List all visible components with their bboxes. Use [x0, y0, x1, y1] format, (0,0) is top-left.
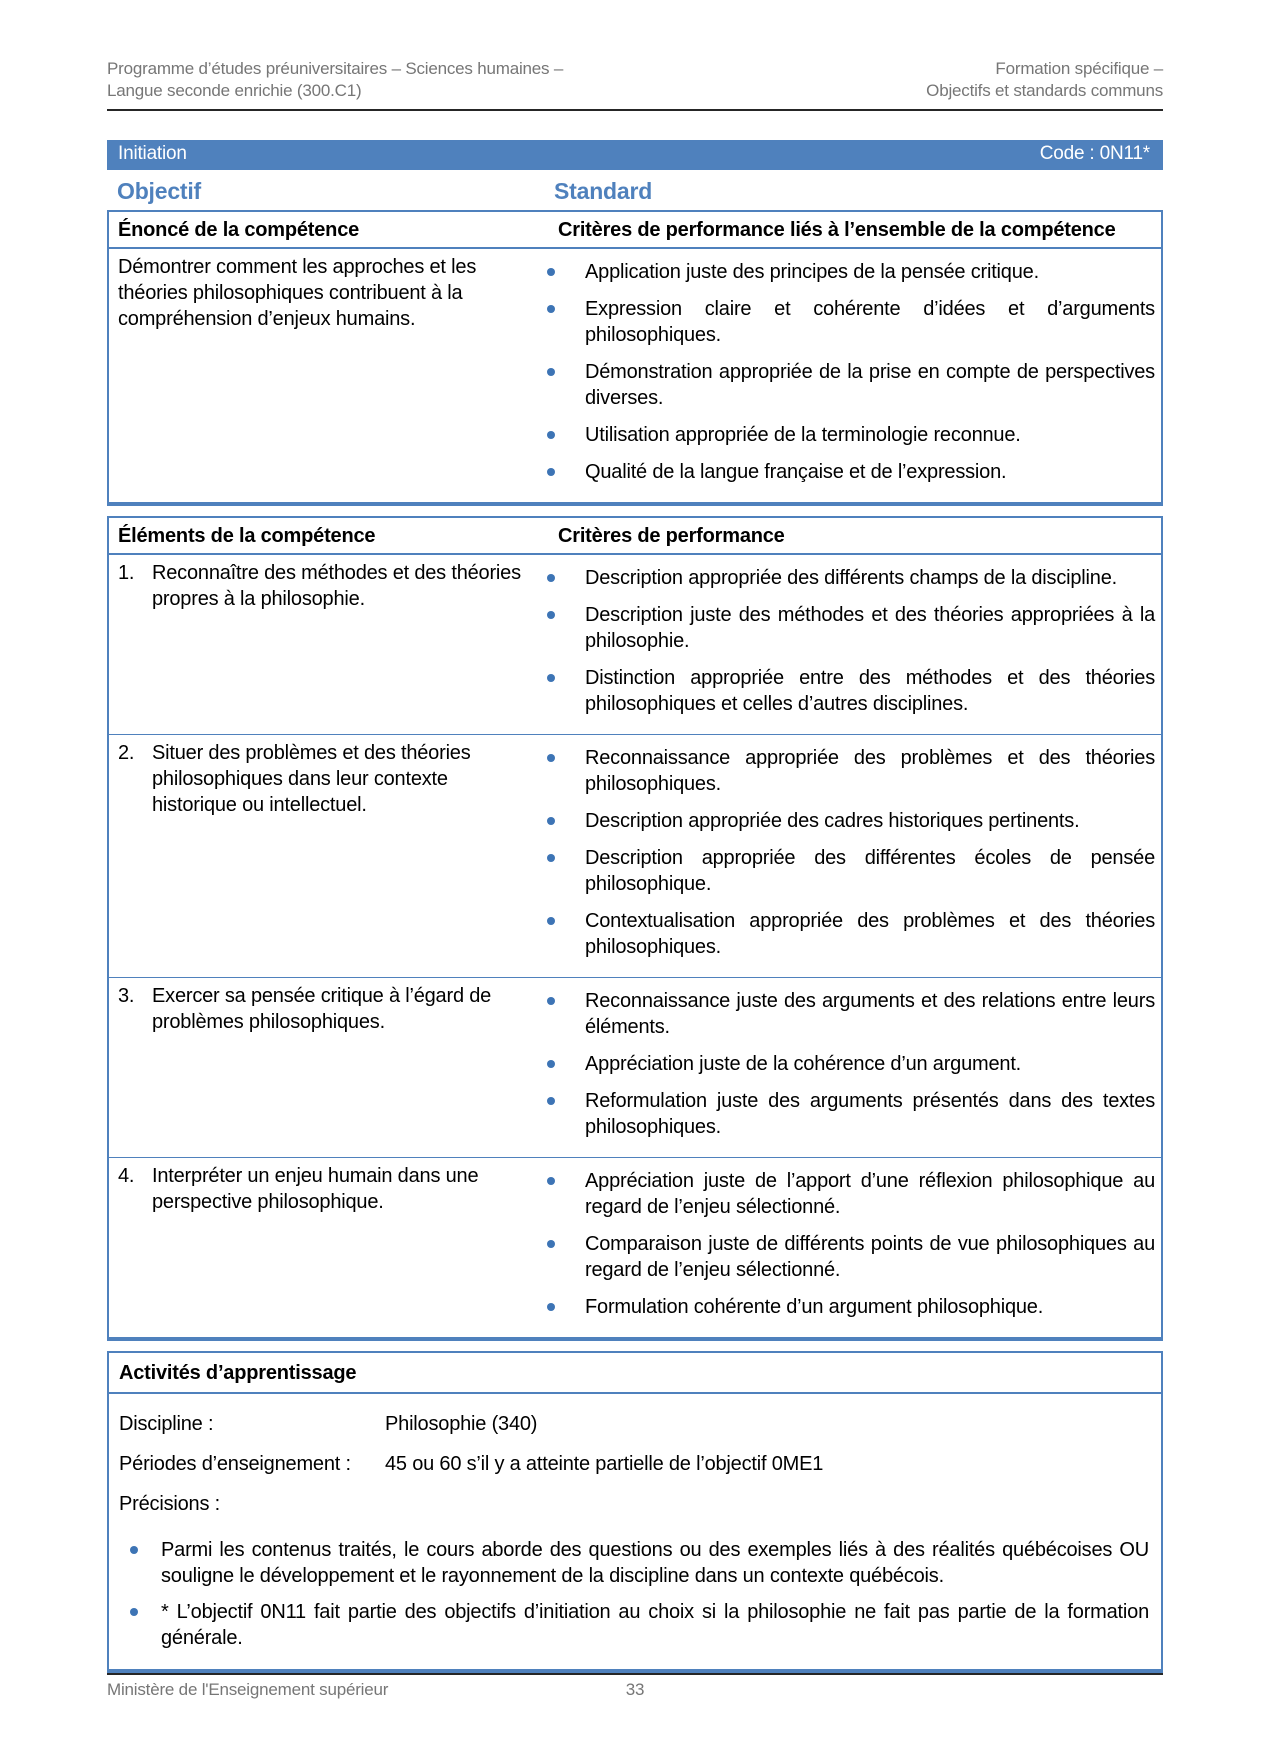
- elements-table: [107, 516, 1163, 1341]
- element-text: Situer des problèmes et des théories philosophiques dans leur contexte historique ou intellectuel.: [152, 742, 471, 816]
- criterion-item: Distinction appropriée entre des méthodes et des théories philosophiques et celles d’autres disciplines.: [538, 665, 1155, 717]
- element-number: 1.: [118, 562, 135, 584]
- precision-note: * L’objectif 0N11 fait partie des objectifs d’initiation au choix si la philosophie ne fait pas partie de la formation générale.: [119, 1599, 1149, 1651]
- competence-table-header: [109, 212, 1161, 249]
- objective-banner: [107, 140, 1163, 170]
- discipline-field: [119, 1411, 1149, 1437]
- criterion-item: Application juste des principes de la pensée critique.: [538, 259, 1155, 285]
- criterion-item: Contextualisation appropriée des problèmes et des théories philosophiques.: [538, 908, 1155, 960]
- competence-row: [109, 249, 1161, 502]
- criterion-item: Reconnaissance appropriée des problèmes et des théories philosophiques.: [538, 745, 1155, 797]
- precisions-label: Précisions :: [119, 1493, 220, 1515]
- standard-heading: Standard: [554, 178, 653, 204]
- criterion-item: Démonstration appropriée de la prise en compte de perspectives diverses.: [538, 359, 1155, 411]
- criterion-item: Appréciation juste de l’apport d’une réflexion philosophique au regard de l’enjeu sélectionné.: [538, 1168, 1155, 1220]
- elements-table-header: [109, 518, 1161, 555]
- section-title-line2: Objectifs et standards communs: [926, 81, 1163, 100]
- element-number: 2.: [118, 742, 135, 764]
- criterion-item: Formulation cohérente d’un argument philosophique.: [538, 1294, 1155, 1320]
- criterion-item: Reconnaissance juste des arguments et des relations entre leurs éléments.: [538, 988, 1155, 1040]
- running-header: [107, 58, 1163, 102]
- enonce-header: Énoncé de la compétence: [118, 219, 360, 241]
- discipline-label: Discipline :: [119, 1413, 214, 1435]
- criterion-item: Comparaison juste de différents points de vue philosophiques au regard de l’enjeu sélectionné.: [538, 1231, 1155, 1283]
- activities-box: [107, 1351, 1163, 1673]
- section-title-line1: Formation spécifique –: [995, 59, 1163, 78]
- running-header-right: [926, 58, 1163, 102]
- precisions-field: [119, 1491, 1149, 1517]
- criterion-item: Description juste des méthodes et des théories appropriées à la philosophie.: [538, 602, 1155, 654]
- element-2-criteria-list: [538, 745, 1155, 960]
- running-header-left: [107, 58, 563, 102]
- banner-title: Initiation: [118, 143, 187, 164]
- page-number: 33: [625, 1680, 645, 1699]
- activities-body: [109, 1394, 1161, 1669]
- element-row-1: [109, 555, 1161, 734]
- element-number: 3.: [118, 985, 135, 1007]
- element-text: Interpréter un enjeu humain dans une perspective philosophique.: [152, 1165, 479, 1213]
- program-title-line1: Programme d’études préuniversitaires – Sciences humaines –: [107, 59, 564, 78]
- precisions-notes-list: [119, 1537, 1149, 1651]
- element-row-4: [109, 1157, 1161, 1337]
- criterion-item: Expression claire et cohérente d’idées et d’arguments philosophiques.: [538, 296, 1155, 348]
- precision-note: Parmi les contenus traités, le cours aborde des questions ou des exemples liés à des réalités québécoises OU souligne le développement et le rayonnement de la discipline dans un contexte québécois.: [119, 1537, 1149, 1589]
- criterion-item: Description appropriée des cadres historiques pertinents.: [538, 808, 1155, 834]
- header-divider: [107, 109, 1163, 111]
- footer-ministry: Ministère de l'Enseignement supérieur: [107, 1680, 389, 1699]
- element-3-criteria-list: [538, 988, 1155, 1140]
- criterion-item: Appréciation juste de la cohérence d’un argument.: [538, 1051, 1155, 1077]
- periods-label: Périodes d’enseignement :: [119, 1453, 351, 1475]
- activities-title: Activités d’apprentissage: [109, 1353, 1161, 1394]
- element-1-criteria-list: [538, 565, 1155, 717]
- criteres-performance-header: Critères de performance: [558, 525, 785, 547]
- footer-divider: [107, 1673, 1163, 1675]
- criteres-ensemble-header: Critères de performance liés à l’ensemble de la compétence: [558, 219, 1116, 241]
- criterion-item: Qualité de la langue française et de l’expression.: [538, 459, 1155, 485]
- page-footer: [107, 1673, 1163, 1757]
- discipline-value: Philosophie (340): [385, 1413, 538, 1435]
- objectif-heading: Objectif: [117, 178, 202, 204]
- periods-value: 45 ou 60 s’il y a atteinte partielle de l’objectif 0ME1: [385, 1453, 824, 1475]
- competence-table: [107, 210, 1163, 506]
- competence-statement: Démontrer comment les approches et les théories philosophiques contribuent à la compréhension d’enjeux humains.: [118, 256, 477, 330]
- element-row-3: [109, 977, 1161, 1157]
- criterion-item: Description appropriée des différents champs de la discipline.: [538, 565, 1155, 591]
- elements-header: Éléments de la compétence: [118, 525, 376, 547]
- program-title-line2: Langue seconde enrichie (300.C1): [107, 81, 362, 100]
- periods-field: [119, 1451, 1149, 1477]
- column-headings: [107, 177, 1163, 205]
- criterion-item: Reformulation juste des arguments présentés dans des textes philosophiques.: [538, 1088, 1155, 1140]
- criterion-item: Utilisation appropriée de la terminologie reconnue.: [538, 422, 1155, 448]
- element-number: 4.: [118, 1165, 135, 1187]
- criterion-item: Description appropriée des différentes écoles de pensée philosophique.: [538, 845, 1155, 897]
- element-4-criteria-list: [538, 1168, 1155, 1320]
- element-text: Reconnaître des méthodes et des théories propres à la philosophie.: [152, 562, 521, 610]
- element-row-2: [109, 734, 1161, 977]
- banner-code: Code : 0N11*: [1039, 143, 1150, 164]
- element-text: Exercer sa pensée critique à l’égard de problèmes philosophiques.: [152, 985, 492, 1033]
- competence-criteria-list: [538, 259, 1155, 485]
